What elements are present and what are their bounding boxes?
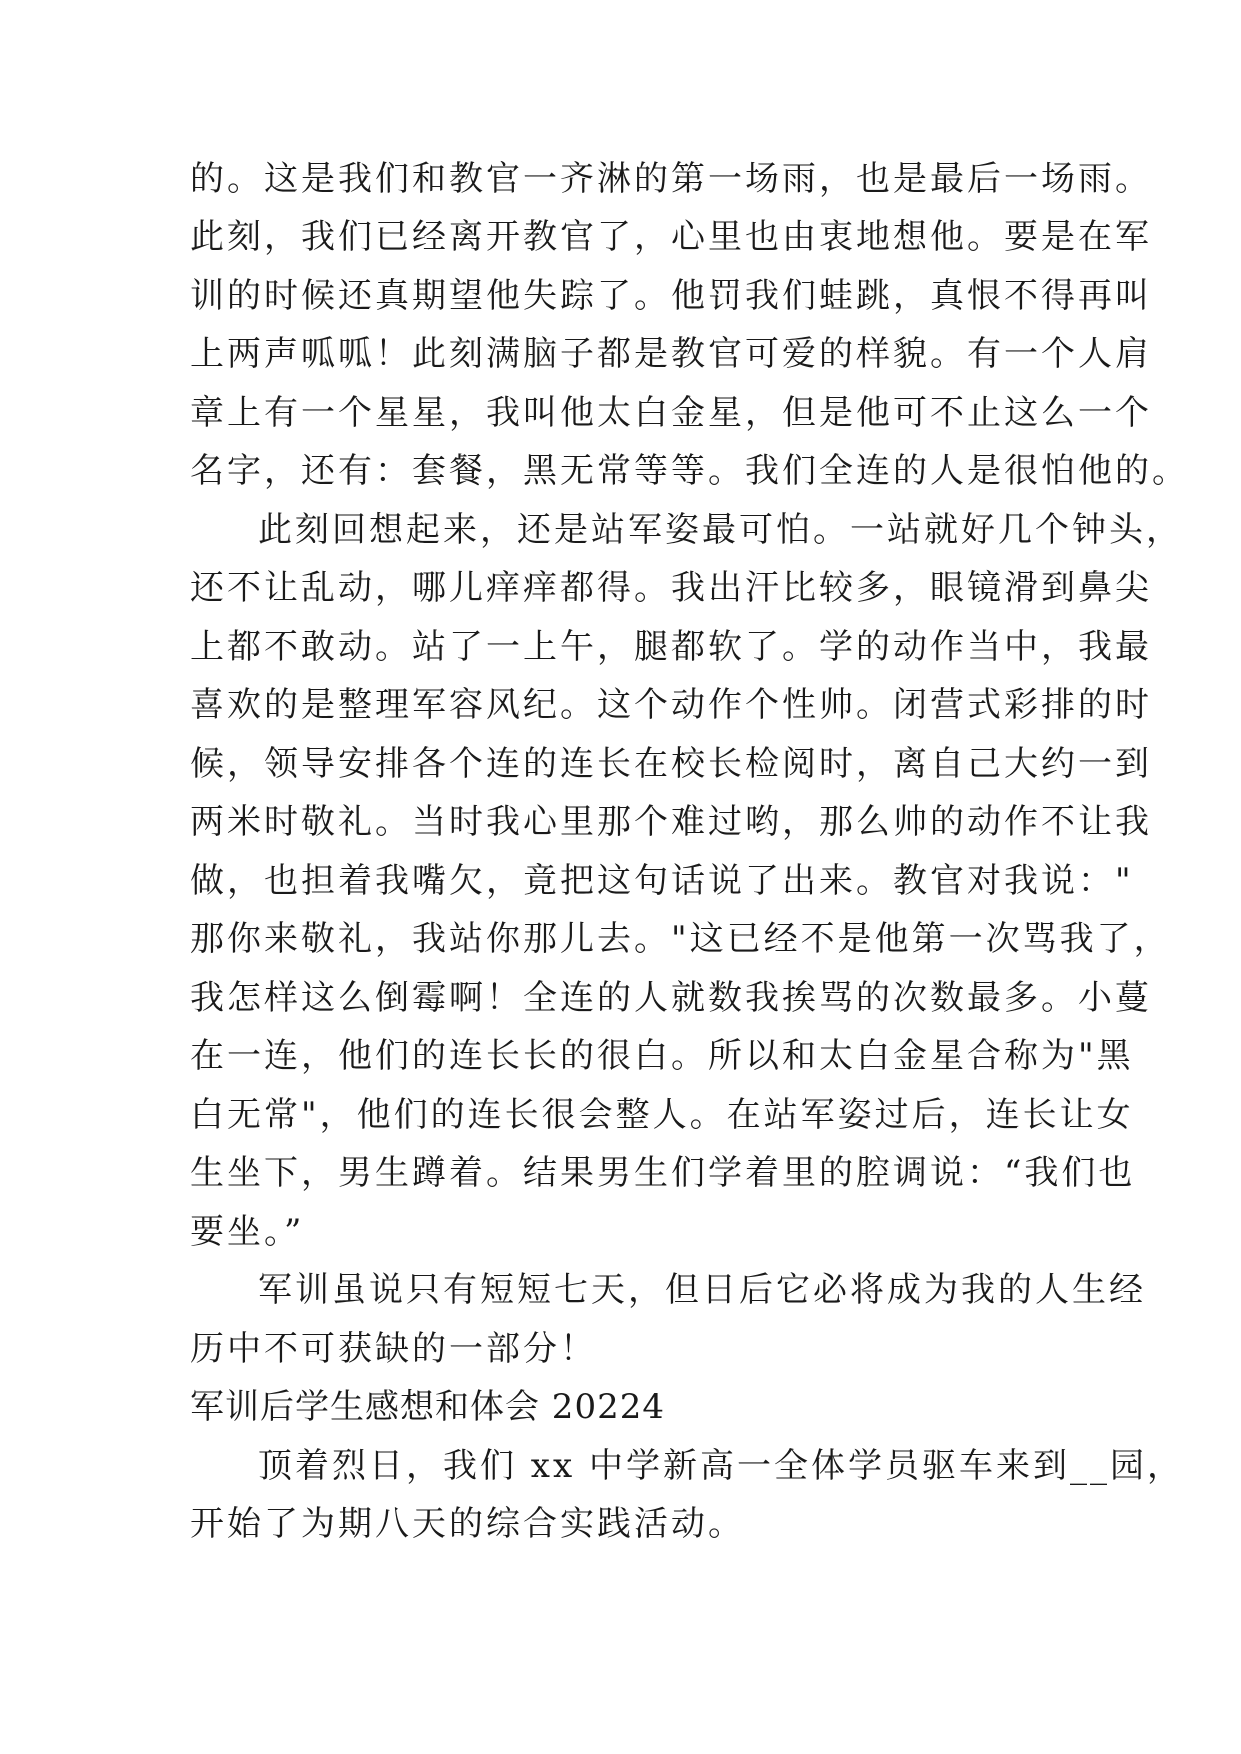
paragraph-start-line: 军训虽说只有短短七天，但日后它必将成为我的人生经 — [258, 1270, 1146, 1310]
text-line: 章上有一个星星，我叫他太白金星，但是他可不止这么一个 — [190, 393, 1152, 433]
text-line: 上都不敢动。站了一上午，腿都软了。学的动作当中，我最 — [190, 627, 1152, 667]
text-line: 要坐。” — [190, 1212, 305, 1252]
text-line: 做，也担着我嘴欠，竟把这句话说了出来。教官对我说：" — [190, 861, 1134, 901]
text-line: 我怎样这么倒霉啊！全连的人就数我挨骂的次数最多。小蔓 — [190, 978, 1152, 1018]
text-line: 候，领导安排各个连的连长在校长检阅时，离自己大约一到 — [190, 744, 1152, 784]
text-line: 上两声呱呱！此刻满脑子都是教官可爱的样貌。有一个人肩 — [190, 334, 1152, 374]
text-line: 此刻，我们已经离开教官了，心里也由衷地想他。要是在军 — [190, 217, 1152, 257]
section-title: 军训后学生感想和体会 20224 — [190, 1387, 665, 1427]
text-line: 训的时候还真期望他失踪了。他罚我们蛙跳，真恨不得再叫 — [190, 276, 1152, 316]
text-line: 那你来敬礼，我站你那儿去。"这已经不是他第一次骂我了， — [190, 919, 1171, 959]
text-line: 白无常"，他们的连长很会整人。在站军姿过后，连长让女 — [190, 1095, 1134, 1135]
text-line: 两米时敬礼。当时我心里那个难过哟，那么帅的动作不让我 — [190, 802, 1152, 842]
paragraph-start-line: 顶着烈日，我们 xx 中学新高一全体学员驱车来到__园， — [258, 1446, 1184, 1486]
text-line: 生坐下，男生蹲着。结果男生们学着里的腔调说：“我们也 — [190, 1153, 1136, 1193]
text-line: 在一连，他们的连长长的很白。所以和太白金星合称为"黑 — [190, 1036, 1134, 1076]
text-line: 还不让乱动，哪儿痒痒都得。我出汗比较多，眼镜滑到鼻尖 — [190, 568, 1152, 608]
paragraph-start-line: 此刻回想起来，还是站军姿最可怕。一站就好几个钟头， — [258, 510, 1183, 550]
text-line: 的。这是我们和教官一齐淋的第一场雨，也是最后一场雨。 — [190, 159, 1152, 199]
text-line: 喜欢的是整理军容风纪。这个动作个性帅。闭营式彩排的时 — [190, 685, 1152, 725]
text-line: 名字，还有：套餐，黑无常等等。我们全连的人是很怕他的。 — [190, 451, 1189, 491]
text-line: 历中不可获缺的一部分！ — [190, 1329, 597, 1369]
text-line: 开始了为期八天的综合实践活动。 — [190, 1504, 745, 1544]
